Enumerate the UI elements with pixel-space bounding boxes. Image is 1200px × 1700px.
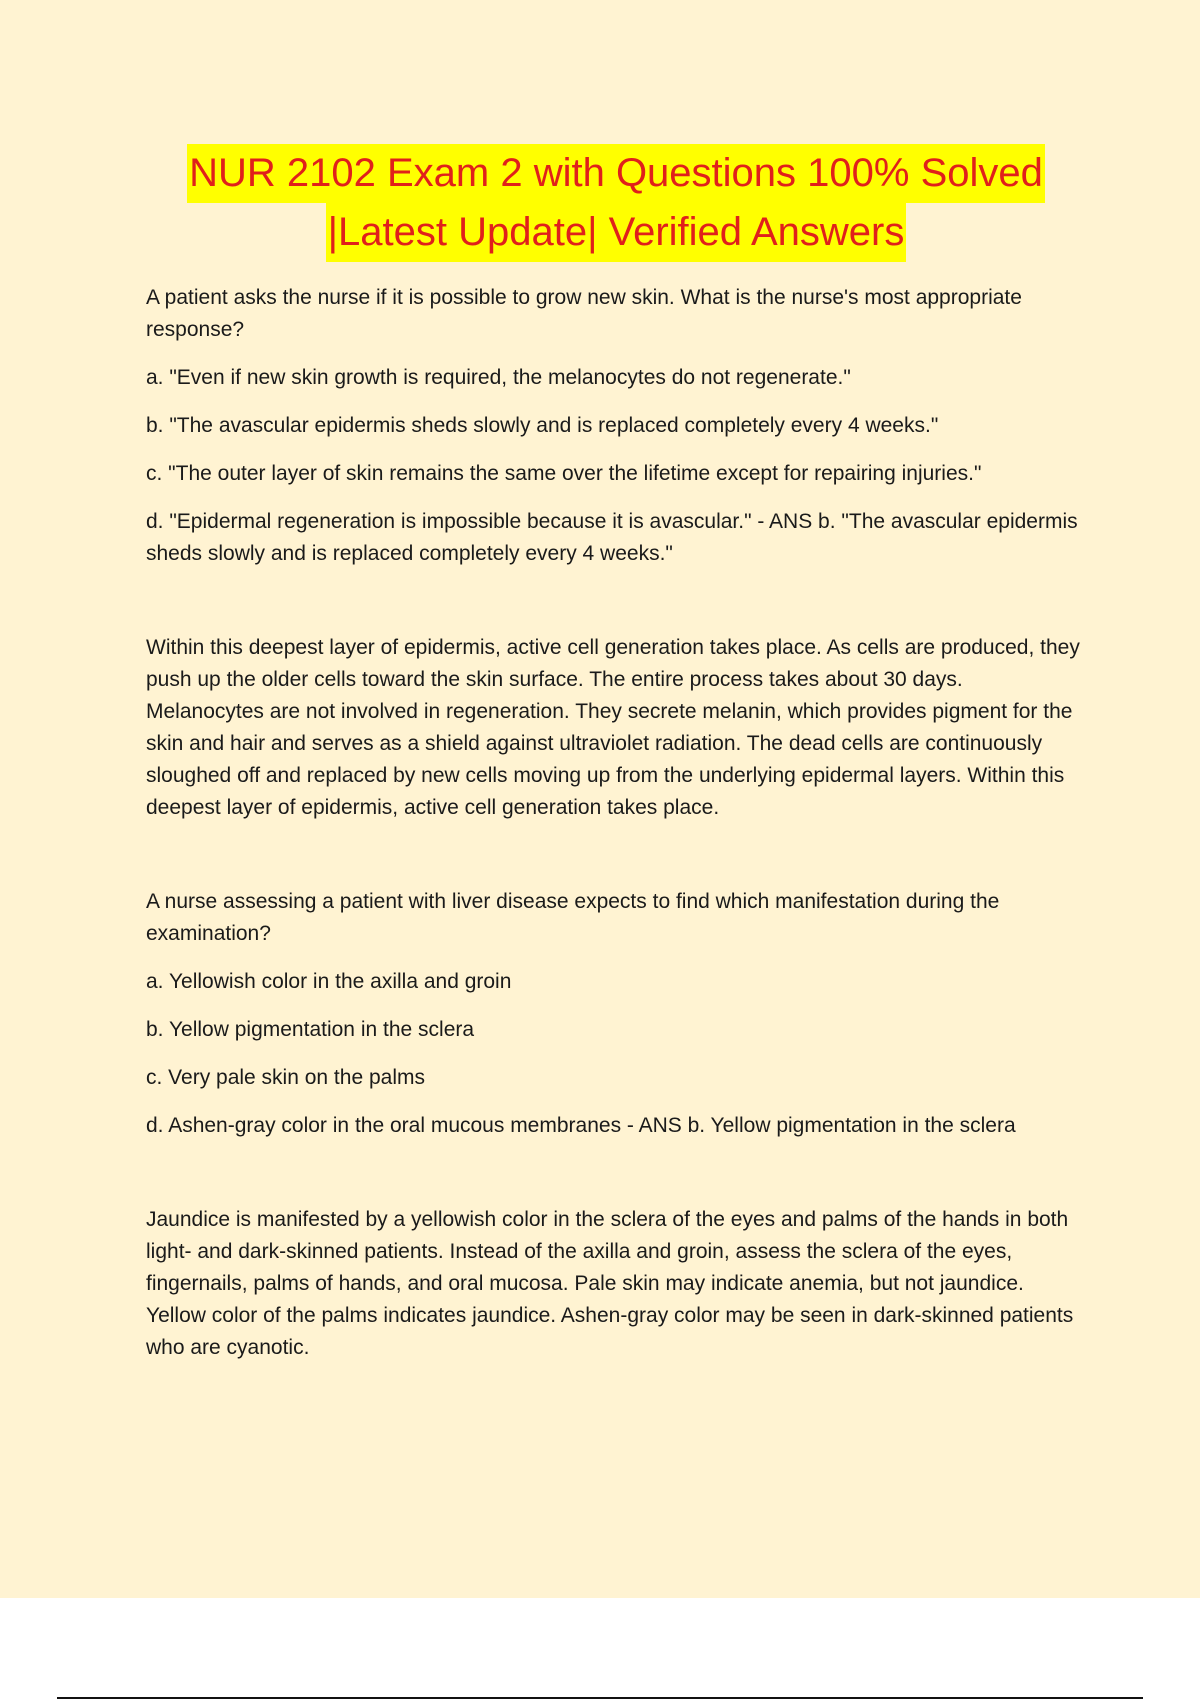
question-block-1: [146, 282, 1086, 824]
answer-option-b: b. "The avascular epidermis sheds slowly and is replaced completely every 4 weeks.": [146, 414, 939, 437]
answer-option-c: c. "The outer layer of skin remains the same over the lifetime except for repairing injuries.": [146, 462, 982, 485]
document-title: [146, 144, 1086, 262]
title-line-2: |Latest Update| Verified Answers: [326, 203, 907, 262]
answer-option-a: a. "Even if new skin growth is required, the melanocytes do not regenerate.": [146, 366, 851, 389]
question-block-2: [146, 886, 1086, 1364]
question-stem: A nurse assessing a patient with liver disease expects to find which manifestation during the examination?: [146, 890, 1000, 945]
answer-option-d-with-answer: d. "Epidermal regeneration is impossible because it is avascular." - ANS b. "The avascular epidermis sheds slowly and is replaced completely every 4 weeks.": [146, 510, 1078, 565]
bottom-divider: [57, 1697, 1143, 1699]
answer-explanation: Within this deepest layer of epidermis, active cell generation takes place. As cells are produced, they push up the older cells toward the skin surface. The entire process takes about 30 days. Melanocytes are not involved in regeneration. They secrete melanin, which provides pigment for the skin and hair and serves as a shield against ultraviolet radiation. The dead cells are continuously sloughed off and replaced by new cells moving up from the underlying epidermal layers. Within this deepest layer of epidermis, active cell generation takes place.: [146, 636, 1080, 819]
question-stem: A patient asks the nurse if it is possible to grow new skin. What is the nurse's most appropriate response?: [146, 286, 1022, 341]
answer-option-d-with-answer: d. Ashen-gray color in the oral mucous membranes - ANS b. Yellow pigmentation in the sclera: [146, 1114, 1016, 1137]
title-line-1: NUR 2102 Exam 2 with Questions 100% Solved: [187, 144, 1045, 203]
answer-option-a: a. Yellowish color in the axilla and groin: [146, 970, 512, 993]
answer-option-b: b. Yellow pigmentation in the sclera: [146, 1018, 475, 1041]
document-content: [146, 144, 1086, 1364]
answer-explanation: Jaundice is manifested by a yellowish color in the sclera of the eyes and palms of the hands in both light- and dark-skinned patients. Instead of the axilla and groin, assess the sclera of the eyes, fingernails, palms of hands, and oral mucosa. Pale skin may indicate anemia, but not jaundice. Yellow color of the palms indicates jaundice. Ashen-gray color may be seen in dark-skinned patients who are cyanotic.: [146, 1208, 1074, 1359]
answer-option-c: c. Very pale skin on the palms: [146, 1066, 425, 1089]
